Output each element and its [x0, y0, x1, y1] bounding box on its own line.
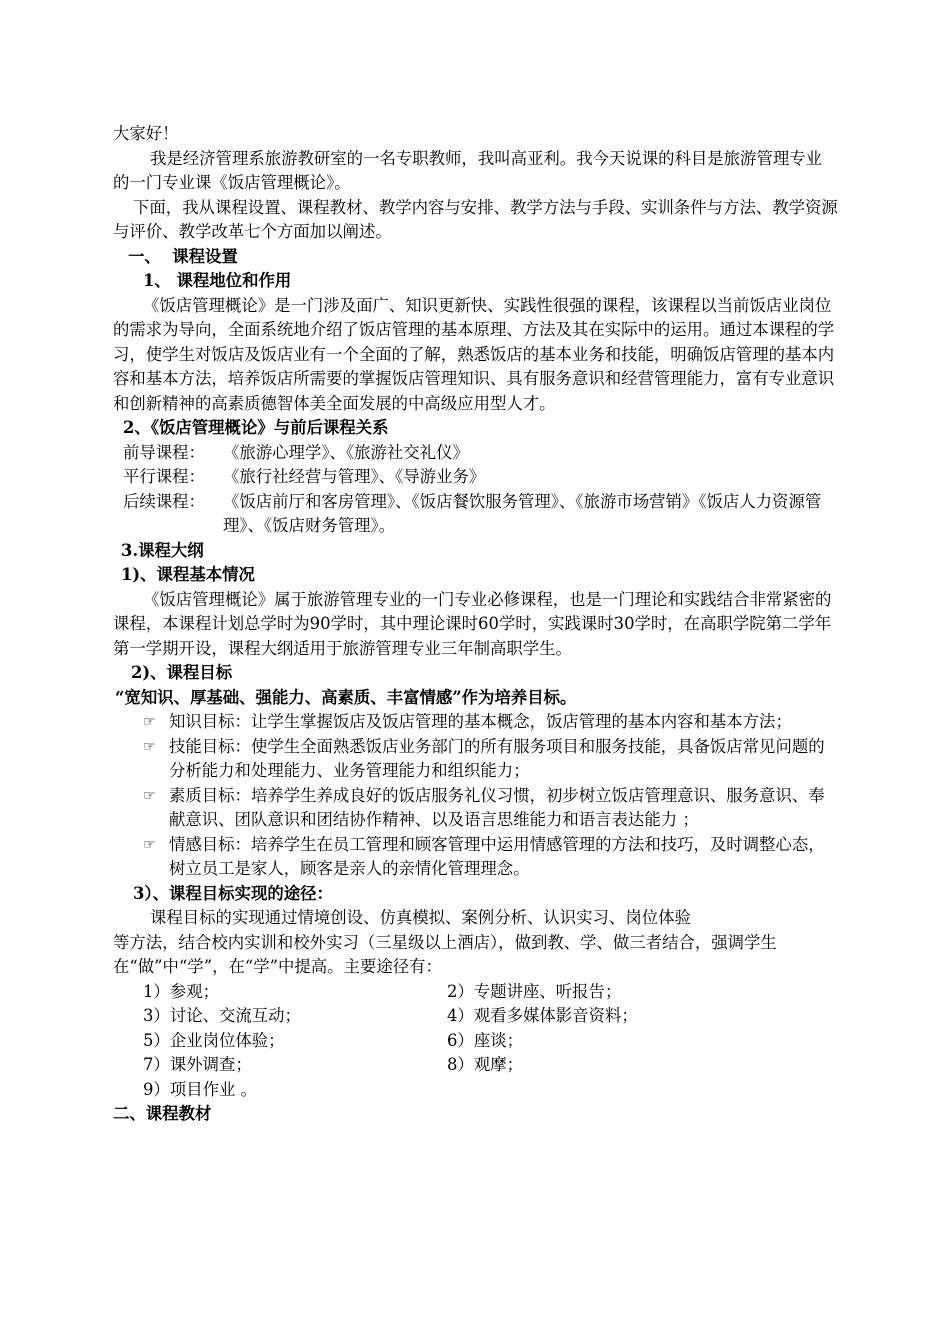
list-item [113, 833, 838, 882]
goal-text: 情感目标：培养学生在员工管理和顾客管理中运用情感管理的方法和技巧，及时调整心态，树立员工是家人，顾客是亲人的亲情化管理理念。 [169, 834, 825, 878]
list-item: 7）课外调查； [143, 1055, 252, 1074]
pointing-hand-icon: ☞ [143, 836, 156, 853]
subsection-heading: 2、《饭店管理概论》与前后课程关系 [123, 418, 389, 437]
outline-heading: 2)、课程目标 [131, 663, 233, 682]
course-role-paragraph: 《饭店管理概论》是一门涉及面广、知识更新快、实践性很强的课程，该课程以当前饭店业岗位的需求为导向，全面系统地介绍了饭店管理的基本原理、方法及其在实际中的运用。通过本课程的学习，使学生对饭店及饭店业有一个全面的了解，熟悉饭店的基本业务和技能，明确饭店管理的基本内容和基本方法，培养饭店所需要的掌握饭店管理知识、具有服务意识和经营管理能力，富有专业意识和创新精神的高素质德智体美全面发展的中高级应用型人才。 [113, 295, 835, 413]
goal-text: 技能目标：使学生全面熟悉饭店业务部门的所有服务项目和服务技能，具备饭店常见问题的分析能力和处理能力、业务管理能力和组织能力； [169, 736, 825, 780]
list-item: 6）座谈； [447, 1030, 523, 1050]
approach-paragraph-line: 课程目标的实现通过情境创设、仿真模拟、案例分析、认识实习、岗位体验 [150, 908, 691, 927]
section-heading: 二、课程教材 [113, 1104, 212, 1123]
intro-paragraph: 我是经济管理系旅游教研室的一名专职教师，我叫高亚利。我今天说课的科目是旅游管理专业的一门专业课《饭店管理概论》。 [113, 148, 823, 192]
goal-list [113, 710, 838, 882]
goal-text: 知识目标：让学生掌握饭店及饭店管理的基本概念，饭店管理的基本内容和基本方法； [169, 712, 792, 731]
document-page [113, 122, 838, 1127]
relation-row [113, 441, 838, 466]
section-heading: 一、 课程设置 [128, 246, 238, 266]
list-item: 3）讨论、交流互动； [143, 1006, 301, 1025]
relation-row [113, 465, 838, 490]
pointing-hand-icon: ☞ [143, 738, 156, 755]
course-info-paragraph: 《饭店管理概论》属于旅游管理专业的一门专业必修课程，也是一门理论和实践结合非常紧密的课程，本课程计划总学时为90学时，其中理论课时60学时，实践课时30学时，在高职学院第二学年第一学期开设，课程大纲适用于旅游管理专业三年制高职学生。 [113, 589, 832, 658]
relation-value: 《旅行社经营与管理》、《导游业务》 [223, 467, 486, 486]
outline-heading: 3）、课程目标实现的途径： [133, 883, 333, 903]
pointing-hand-icon: ☞ [143, 787, 156, 804]
relation-value: 《旅游心理学》、《旅游社交礼仪》 [223, 442, 469, 462]
outline-heading: 1)、课程基本情况 [121, 565, 255, 584]
list-item: 2）专题讲座、听报告； [447, 981, 622, 1001]
relation-label: 前导课程： [123, 442, 205, 462]
goal-text: 素质目标：培养学生养成良好的饭店服务礼仪习惯，初步树立饭店管理意识、服务意识、奉献意识、团队意识和团结协作精神、以及语言思维能力和语言表达能力 ； [169, 785, 825, 829]
relation-row [113, 490, 838, 539]
list-item [113, 784, 838, 833]
list-item [113, 735, 838, 784]
list-item [113, 710, 838, 735]
approach-paragraph: 等方法，结合校内实训和校外实习（三星级以上酒店），做到教、学、做三者结合，强调学生在“做”中“学”，在“学”中提高。主要途径有： [113, 932, 777, 976]
methods-list [113, 980, 838, 1103]
pointing-hand-icon: ☞ [143, 714, 156, 730]
goal-heading: “宽知识、厚基础、强能力、高素质、丰富情感”作为培养目标。 [115, 687, 577, 707]
relation-label: 平行课程： [123, 467, 205, 486]
list-item: 9）项目作业 。 [143, 1079, 257, 1099]
overview-paragraph: 下面，我从课程设置、课程教材、教学内容与安排、教学方法与手段、实训条件与方法、教学资源与评价、教学改革七个方面加以阐述。 [113, 197, 838, 241]
course-relations [113, 441, 838, 539]
relation-label: 后续课程： [123, 491, 205, 511]
subsection-heading: 1、 课程地位和作用 [143, 271, 292, 290]
list-item: 4）观看多媒体影音资料； [447, 1006, 638, 1025]
subsection-heading: 3.课程大纲 [121, 540, 204, 560]
list-item: 8）观摩； [447, 1055, 523, 1074]
list-item: 5）企业岗位体验； [143, 1030, 285, 1050]
list-item: 1）参观； [143, 981, 219, 1001]
relation-value: 《饭店前厅和客房管理》、《饭店餐饮服务管理》、《旅游市场营销》《饭店人力资源管理》、《饭店财务管理》。 [223, 491, 822, 535]
greeting: 大家好！ [113, 124, 179, 143]
